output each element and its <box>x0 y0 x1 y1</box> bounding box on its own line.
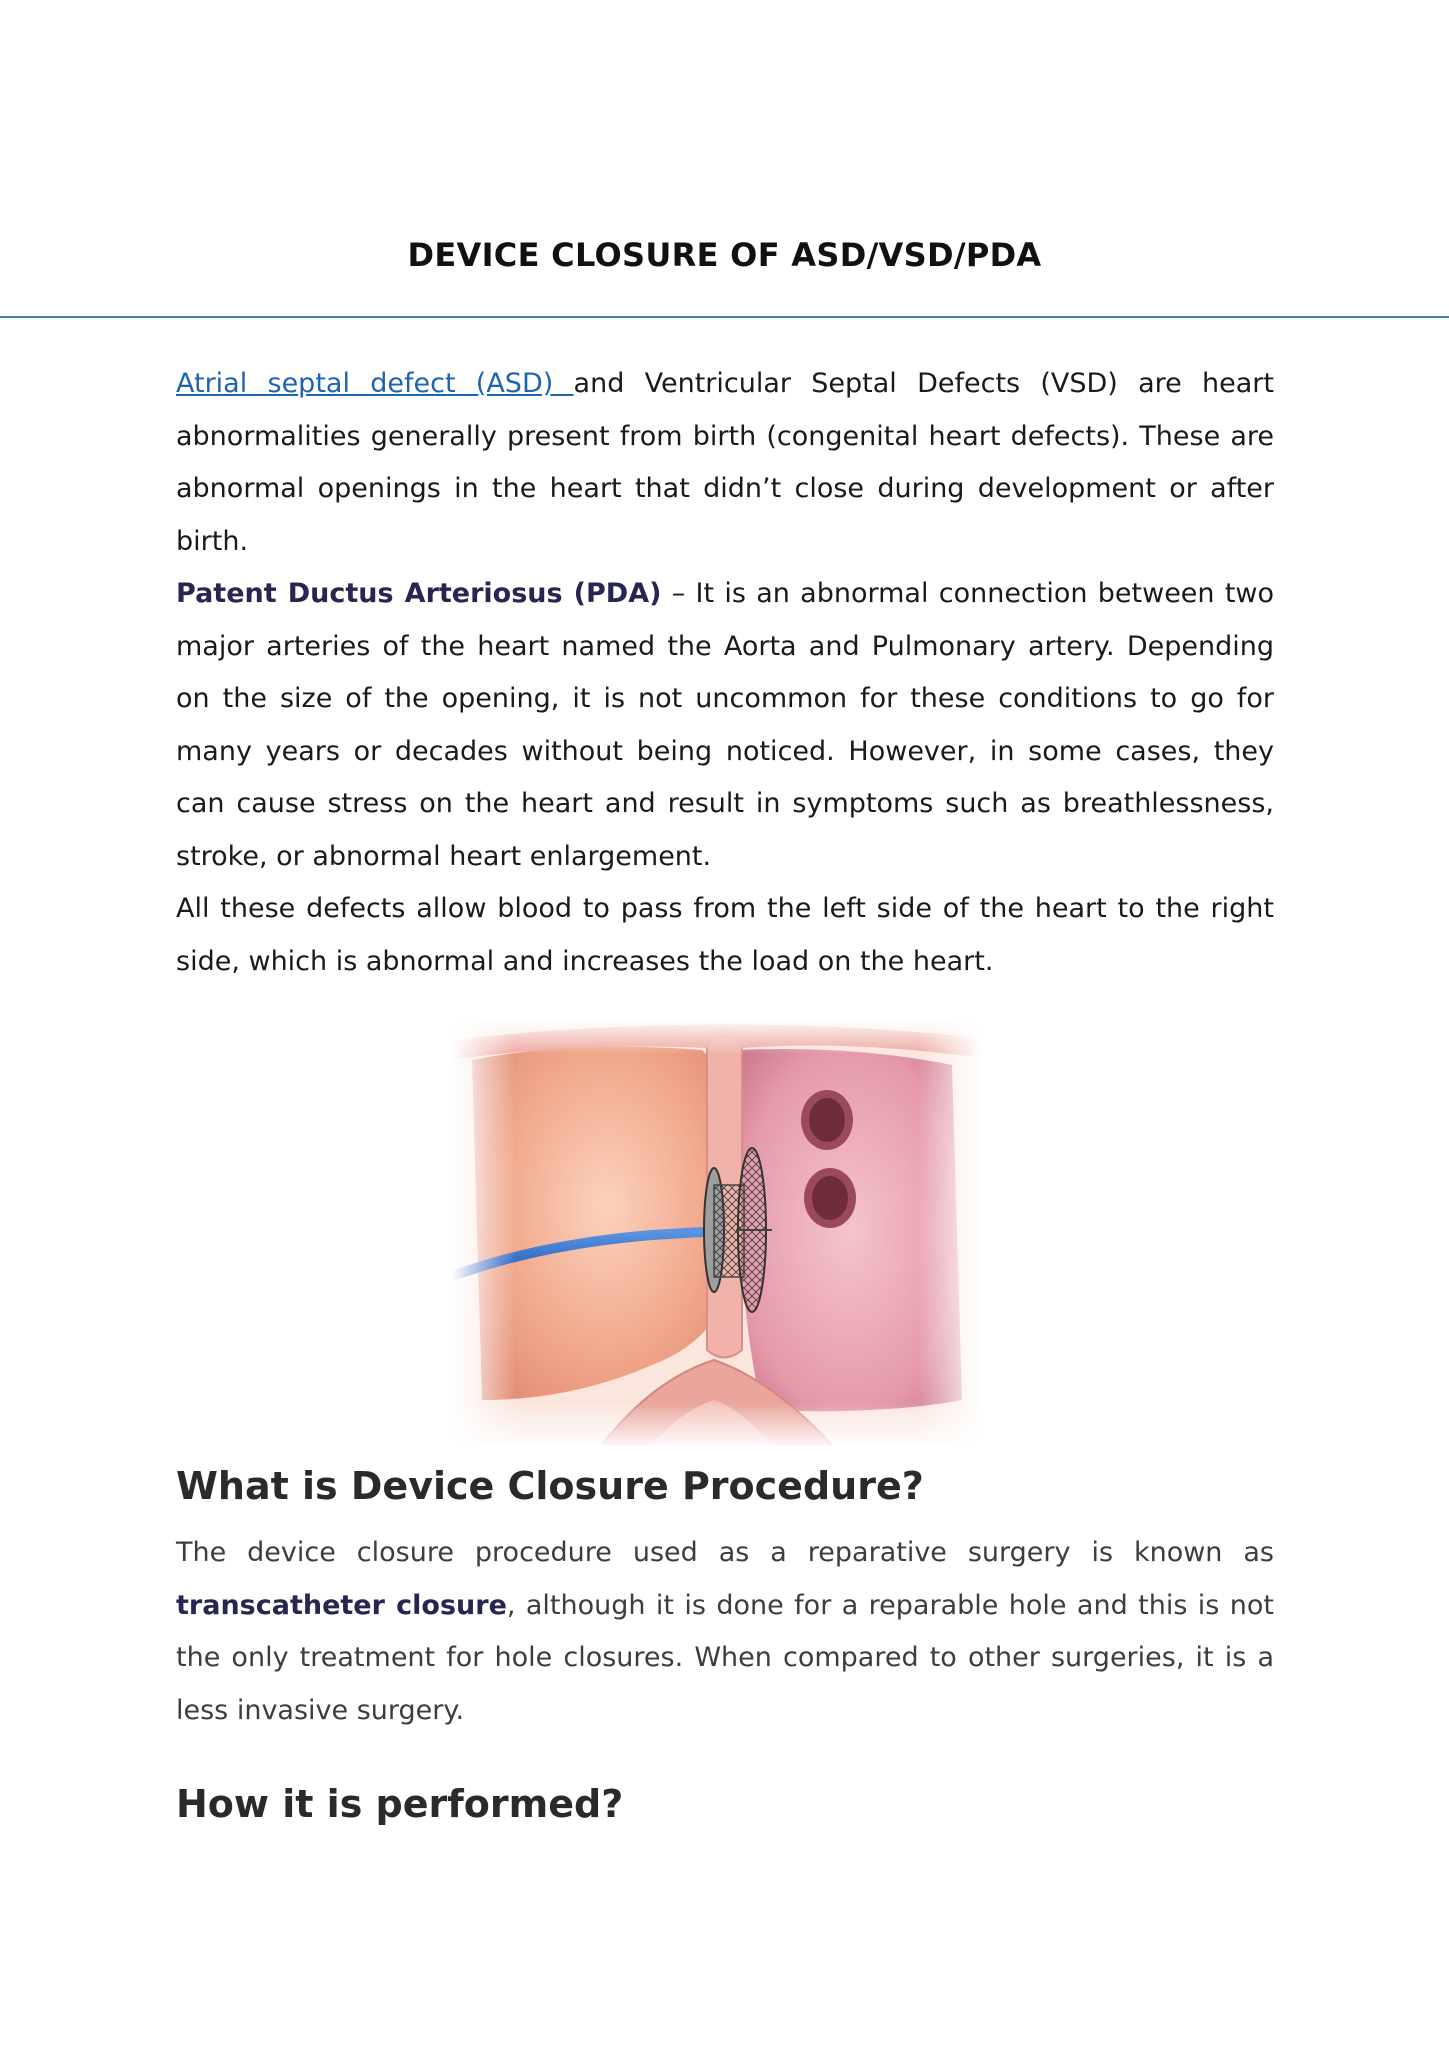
pda-description: – It is an abnormal connection between two major arteries of the heart named the Aorta and Pulmonary artery. Depending on the size of the opening, it is not uncommon for these conditions to go for many years or decades without being noticed. However, in some cases, they can cause stress on the heart and result in symptoms such as breathlessness, stroke, or abnormal heart enlargement. <box>176 578 1275 872</box>
intro-paragraph-pda <box>176 568 1274 883</box>
device-closure-section <box>176 1527 1274 1737</box>
pda-term: Patent Ductus Arteriosus (PDA) <box>176 578 662 609</box>
device-closure-text-start: The device closure procedure used as a reparative surgery is known as <box>176 1537 1274 1568</box>
section-heading-device-closure: What is Device Closure Procedure? <box>176 1464 924 1508</box>
transcatheter-closure-term: transcatheter closure <box>176 1589 507 1621</box>
title-divider <box>0 316 1449 318</box>
page-title: DEVICE CLOSURE OF ASD/VSD/PDA <box>407 236 1042 274</box>
intro-paragraph-blood-flow: All these defects allow blood to pass from the left side of the heart to the right side, which is abnormal and increases the load on the heart. <box>176 893 1274 977</box>
heart-device-illustration <box>452 1020 982 1445</box>
section-heading-how-performed: How it is performed? <box>176 1782 624 1826</box>
intro-section <box>176 358 1274 988</box>
intro-paragraph-asd-vsd <box>176 358 1274 568</box>
device-closure-paragraph <box>176 1527 1274 1737</box>
intro-paragraph-asd-vsd-text: and Ventricular Septal Defects (VSD) are heart abnormalities generally present from birth (congenital heart defects). These are abnormal openings in the heart that didn’t close during development or after birth. <box>176 368 1274 557</box>
device-closure-text-end: , although it is done for a reparable hole and this is not the only treatment for hole closures. When compared to other surgeries, it is a less invasive surgery. <box>176 1589 1275 1726</box>
asd-link[interactable]: Atrial septal defect (ASD) <box>176 368 574 399</box>
